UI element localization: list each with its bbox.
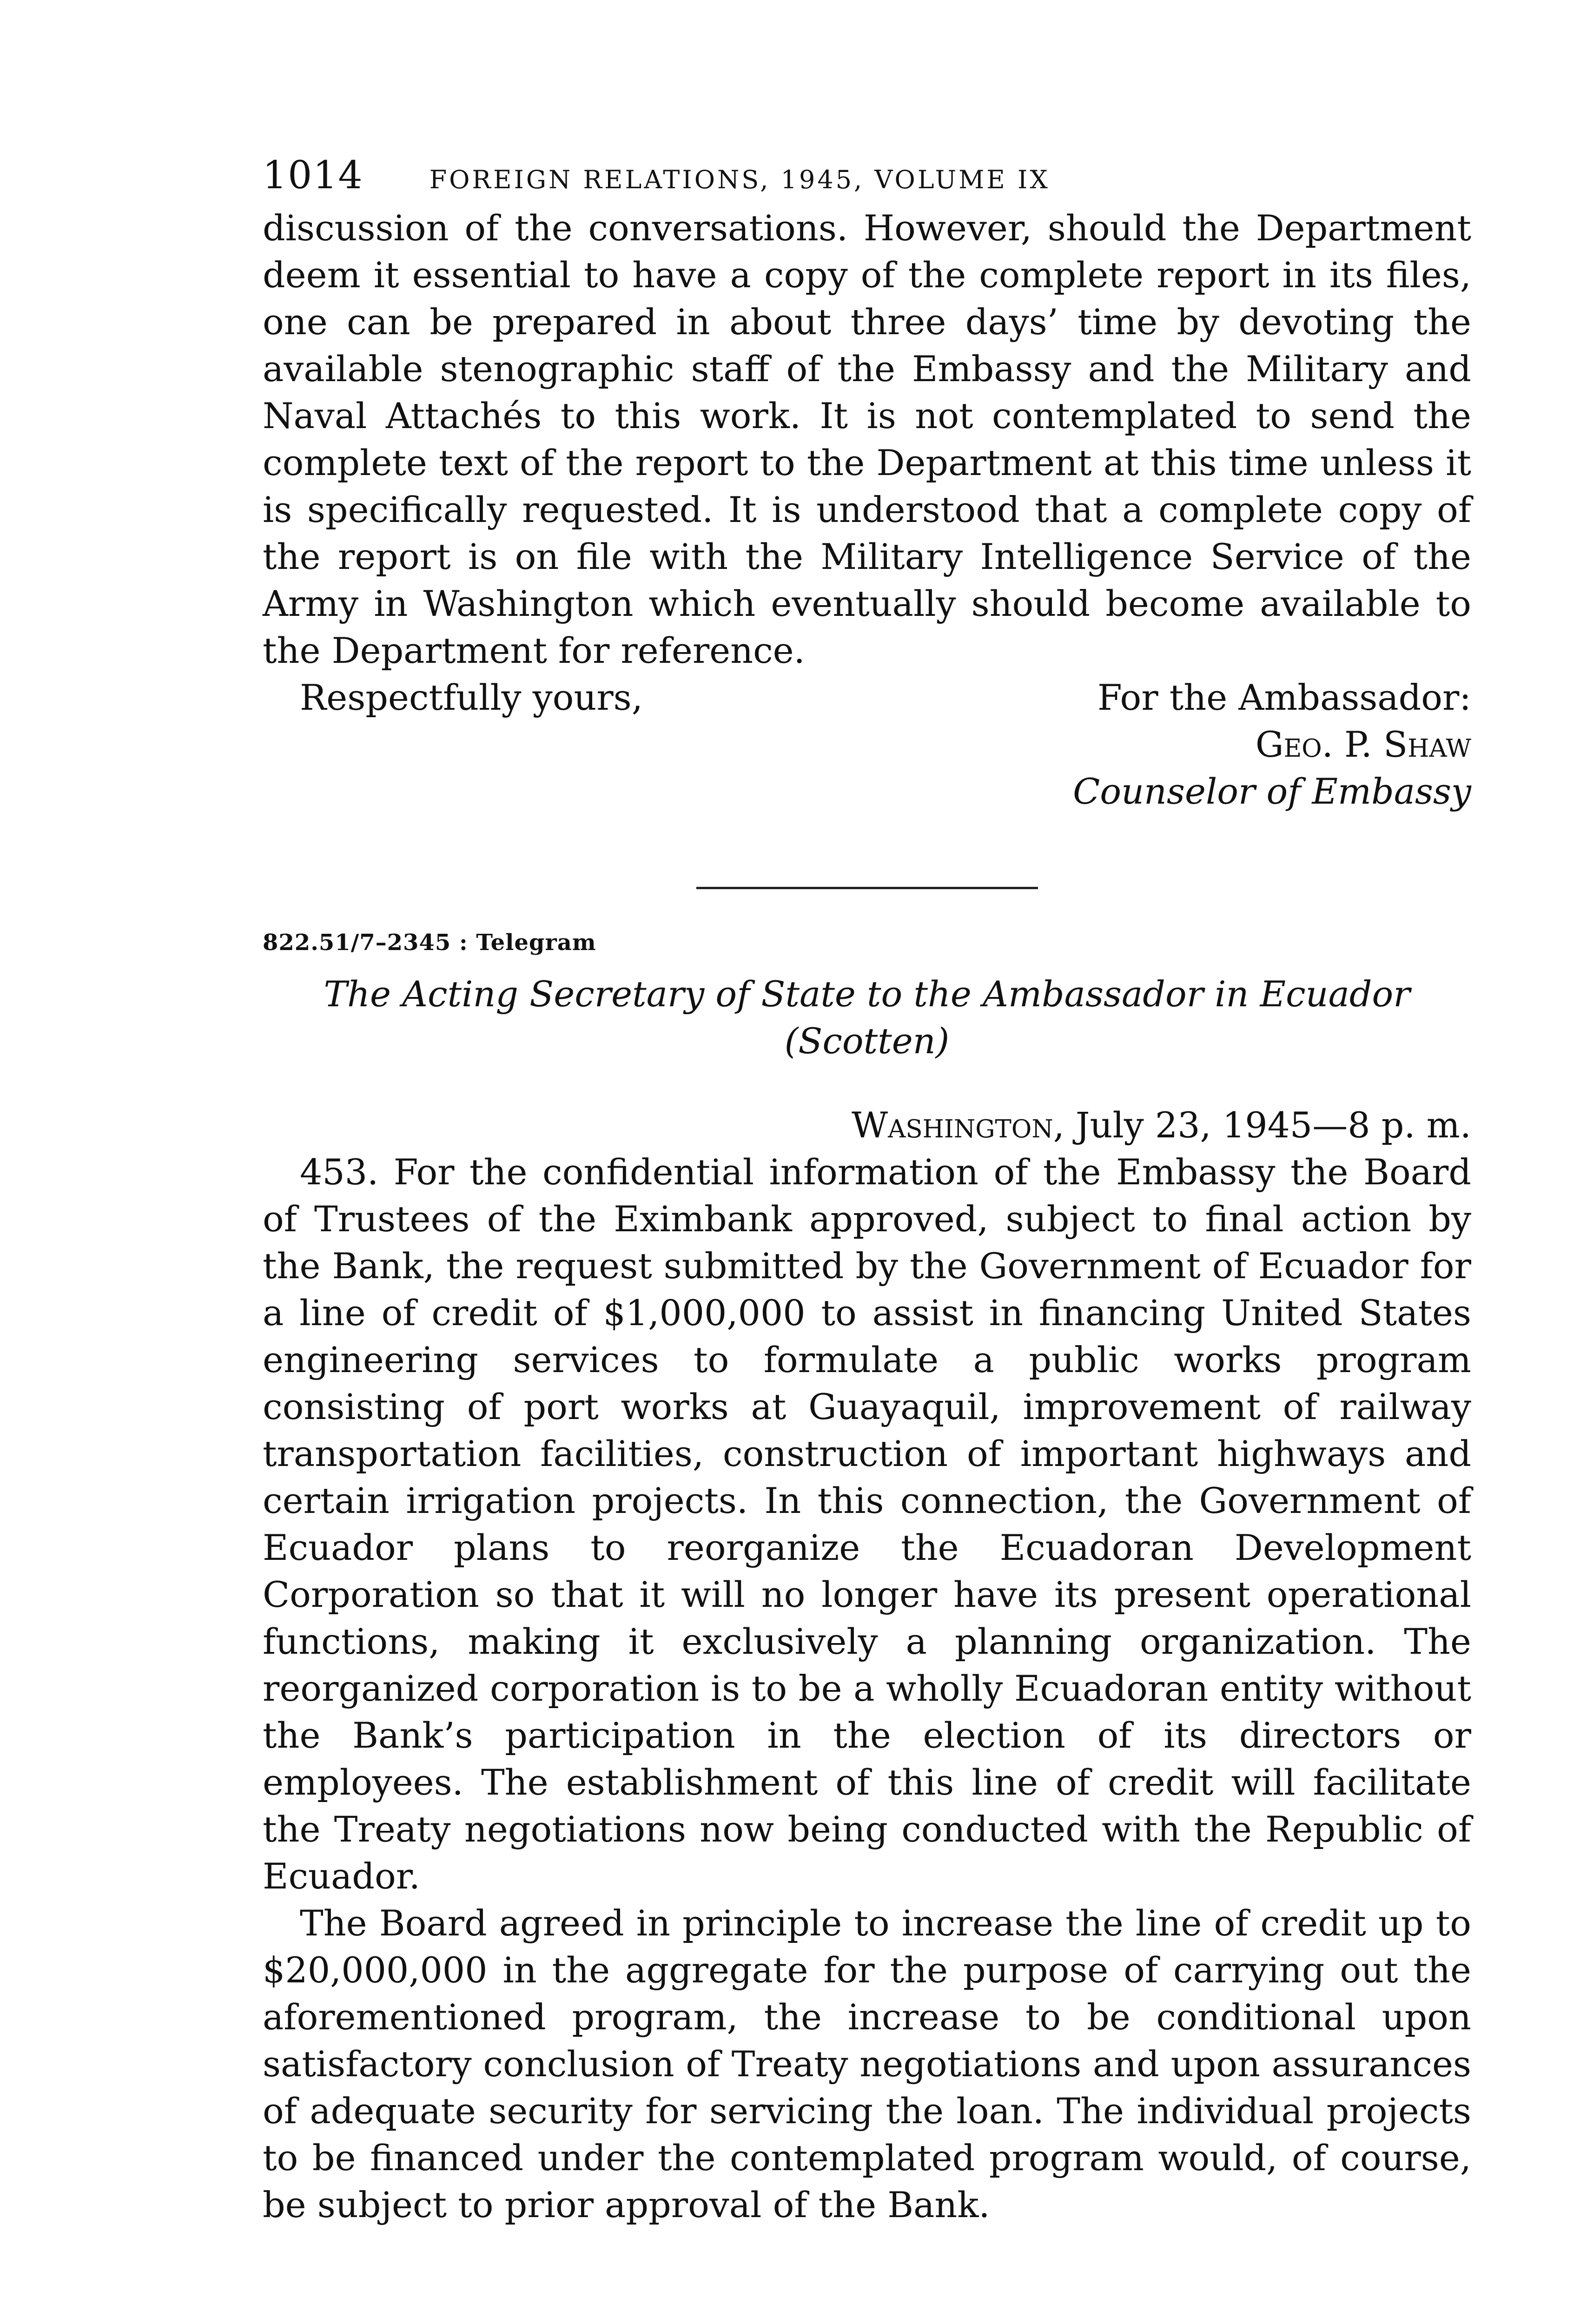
document-title-line: The Acting Secretary of State to the Ambassador in Ecuador xyxy=(324,973,1410,1015)
telegram-paragraph-2: The Board agreed in principle to increase the line of credit up to $20,000,000 in the aggregate for the purpose of carrying out the aforementioned program, the increase to be conditional upon satisfactory conclusion of Treaty negotiations and upon assurances of adequate security for servicing the loan. The individual projects to be financed under the contemplated program would, of course, be subject to prior approval of the Bank. xyxy=(263,1902,1471,2225)
document-title-recipient: (Scotten) xyxy=(784,1020,950,1062)
dateline-date: , July 23, 1945—8 p. m. xyxy=(1053,1104,1471,1146)
page-header xyxy=(263,153,1471,205)
telegram-paragraph-1: 453. For the confidential information of the Embassy the Board of Trustees of the Eximbank approved, subject to final action by the Bank, the request submitted by the Government of Ecuador for a line of credit of $1,000,000 to assist in financing United States engineering services to formulate a public works program consisting of port works at Guayaquil, improvement of railway transportation facilities, construction of important highways and certain irrigation projects. In this connection, the Government of Ecuador plans to reorganize the Ecuadoran Development Corporation so that it will no longer have its present operational functions, making it exclusively a planning organization. The reorganized corporation is to be a wholly Ecuadoran entity without the Bank’s participation in the election of its directors or employees. The establishment of this line of credit will facilitate the Treaty negotiations now being conducted with the Republic of Ecuador. xyxy=(263,1151,1471,1897)
dateline xyxy=(263,1102,1471,1149)
dateline-place: Washington xyxy=(851,1104,1053,1146)
document-page xyxy=(263,153,1471,2228)
file-reference: 822.51/7–2345 : Telegram xyxy=(263,930,596,956)
for-line: For the Ambassador: xyxy=(1097,677,1471,718)
signer-title: Counselor of Embassy xyxy=(1073,771,1471,812)
closing: Respectfully yours, xyxy=(300,677,643,718)
letter-body: discussion of the conversations. However, should the Department deem it essential to have a copy of the complete report in its files, one can be prepared in about three days’ time by devoting the available stenographic staff of the Embassy and the Military and Naval Attachés to this work. It is not contemplated to send the complete text of the report to the Department at this time unless it is specifically requested. It is understood that a complete copy of the report is on file with the Military Intelligence Service of the Army in Washington which eventually should become available to the Department for reference. xyxy=(263,207,1471,671)
document-title xyxy=(263,971,1471,1064)
running-head: FOREIGN RELATIONS, 1945, VOLUME IX xyxy=(429,165,1050,194)
signer-name: Geo. P. Shaw xyxy=(1255,724,1471,765)
page-number: 1014 xyxy=(263,153,364,198)
signature-row xyxy=(263,674,1471,721)
section-divider xyxy=(696,887,1038,889)
